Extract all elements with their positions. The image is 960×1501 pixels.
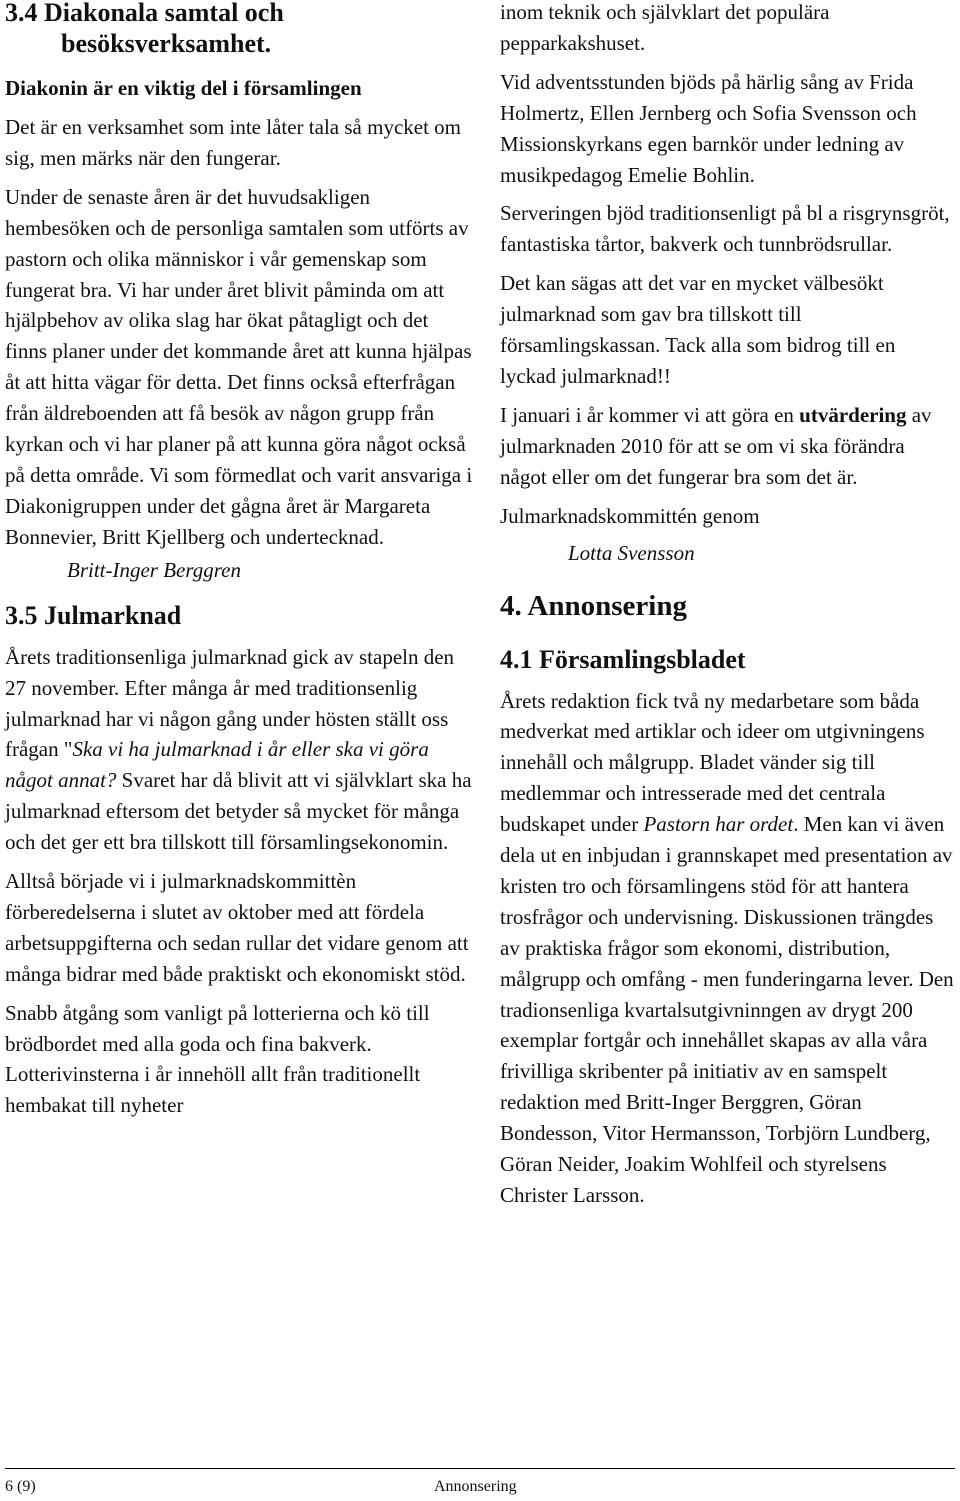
page-number: 6 (9) [5, 1478, 36, 1495]
footer-divider [5, 1468, 955, 1469]
paragraph: Det är en verksamhet som inte låter tala så mycket om sig, men märks när den fungerar. [5, 115, 462, 170]
paragraph: I januari i år kommer vi att göra en utvärdering av julmarknaden 2010 för att se om vi ska förändra något eller om det fungerar bra som det är. [500, 402, 932, 489]
paragraph: Årets redaktion fick två ny medarbetare som båda medverkat med artiklar och ideer om utgivningens innehåll och målgrupp. Bladet vänder sig till medlemmar och intresserade med det centrala budskapet under Pastorn har ordet. Men kan vi även dela ut en inbjudan i grannskapet med presentation av kristen tro och församlingens stöd för att hantera trosfrågor och undervisning. Diskussionen trängdes av praktiska frågor som ekonomi, distribution, målgrupp och omfång - men funderingarna lever. Den tradionsenliga kvartalsutgivninngen av drygt 200 exemplar fortgår och innehållet skapas av alla våra frivilliga skribenter på initiativ av en samspelt redaktion med Britt-Inger Berggren, Göran Bondesson, Vitor Hermansson, Torbjörn Lundberg, Göran Neider, Joakim Wohlfeil och styrelsens Christer Larsson. [500, 688, 954, 1207]
section-3-5-heading: 3.5 Julmarknad [5, 600, 182, 630]
paragraph: Alltså började vi i julmarknadskommittèn förberedelserna i slutet av oktober med att fördela arbetsuppgifterna och sedan rullar det vidare genom att många bidrar med både praktiskt och ekonomiskt stöd. [5, 869, 469, 986]
paragraph: Det kan sägas att det var en mycket välbesökt julmarknad som gav bra tillskott till församlingskassan. Tack alla som bidrog till en lyckad julmarknad!! [500, 271, 896, 388]
paragraph: Snabb åtgång som vanligt på lotterierna och kö till brödbordet med alla goda och fina bakverk. Lotterivinsterna i år innehöll allt från traditionellt hembakat till nyheter [5, 1000, 430, 1118]
signature-britt-inger: Britt-Inger Berggren [67, 557, 241, 582]
paragraph: Julmarknadskommittén genom [500, 503, 760, 528]
right-column [500, 0, 955, 1211]
signature-lotta: Lotta Svensson [568, 540, 695, 565]
diakoni-subheading: Diakonin är en viktig del i församlingen [5, 76, 362, 100]
section-4-1-heading: 4.1 Församlingsbladet [500, 644, 746, 674]
paragraph: Under de senaste åren är det huvudsakligen hembesöken och de personliga samtalen som utförts av pastorn och olika människor i vår gemenskap som fungerat bra. Vi har under året blivit påminda om att hjälpbehov av olika slag har ökat påtagligt och det finns planer under det kommande året att kunna hjälpas åt att hitta vägar för detta. Det finns också efterfrågan från äldreboenden att få besök av någon grupp från kyrkan och vi har planer på att kunna göra något också på detta område. Vi som förmedlat och varit ansvariga i Diakonigruppen under det gågna året är Margareta Bonnevier, Britt Kjellberg och undertecknad. [5, 184, 473, 549]
section-3-4-heading: 3.4 Diakonala samtal och besöksverksamhet. [5, 0, 284, 58]
paragraph: Årets traditionsenliga julmarknad gick av stapeln den 27 november. Efter många år med traditionsenlig julmarknad har vi någon gång under hösten ställt oss frågan "Ska vi ha julmarknad i år eller ska vi göra något annat? Svaret har då blivit att vi självklart ska ha julmarknad eftersom det betyder så mycket för många och det ger ett bra tillskott till församlingsekonomin. [5, 644, 472, 855]
paragraph: Vid adventsstunden bjöds på härlig sång av Frida Holmertz, Ellen Jernberg och Sofia Svensson och Missionskyrkans egen barnkör under ledning av musikpedagog Emelie Bohlin. [500, 69, 917, 187]
section-4-heading: 4. Annonsering [500, 589, 687, 622]
left-column [5, 0, 473, 1121]
footer-section-name: Annonsering [434, 1478, 517, 1495]
paragraph: Serveringen bjöd traditionsenligt på bl a risgrynsgröt, fantastiska tårtor, bakverk och tunnbrödsrullar. [500, 201, 950, 257]
paragraph: inom teknik och självklart det populära pepparkakshuset. [500, 0, 830, 55]
